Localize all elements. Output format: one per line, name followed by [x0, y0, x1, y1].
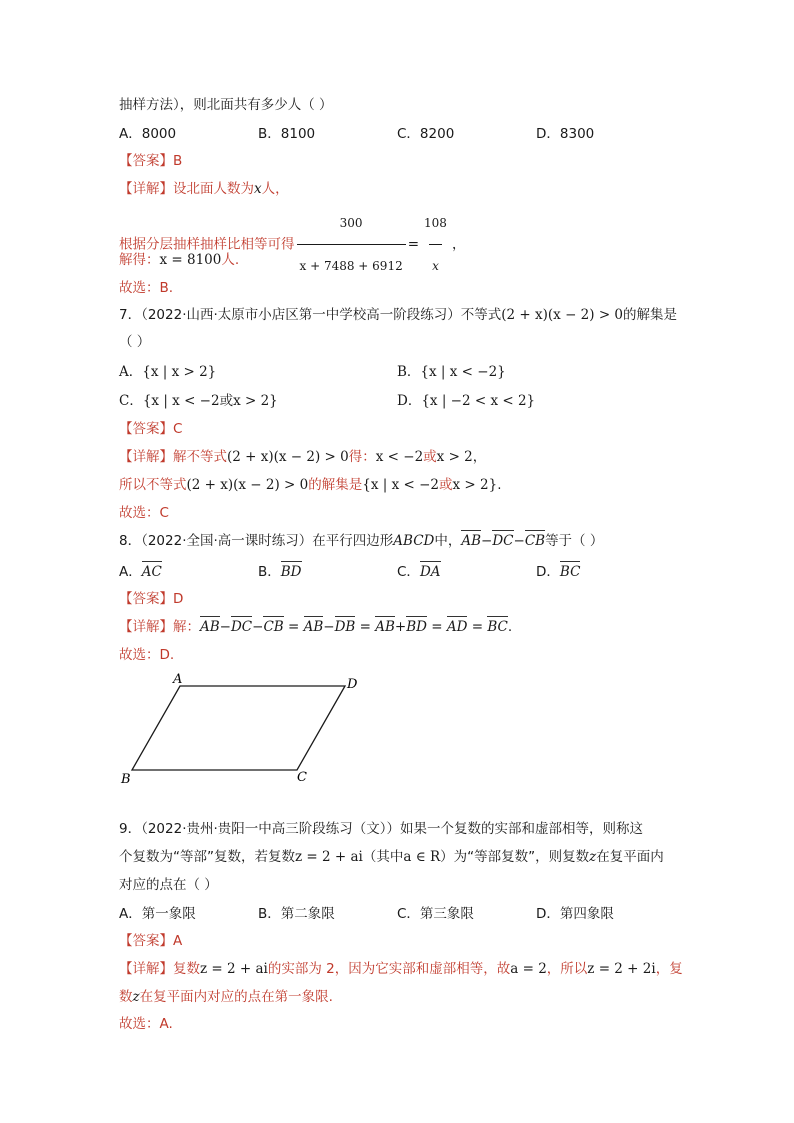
operator: −: [481, 533, 493, 549]
detail-text: ，复: [655, 961, 683, 977]
q7-detail-1: [119, 448, 486, 466]
q8-option-b: [258, 563, 302, 581]
q7-option-a: A．{x | x > 2}: [119, 364, 217, 380]
detail-text: 解不等式: [173, 449, 227, 465]
operator: =: [471, 619, 484, 635]
detail-text: ，所以: [546, 961, 588, 977]
vertex-label-a: A: [173, 672, 183, 687]
detail-label: 【详解】: [119, 961, 173, 977]
q8-detail: [119, 618, 512, 636]
math-expr: ABCD: [393, 533, 435, 549]
math-expr: z = 2 + ai: [200, 961, 268, 977]
q9-option-a: A．第一象限: [119, 906, 196, 922]
q7-stem: [119, 306, 677, 324]
vector: AB: [200, 619, 220, 635]
operator: =: [288, 619, 300, 635]
detail-text: 或: [439, 477, 453, 493]
math-expr: a ∈ R: [403, 849, 441, 865]
fraction-numerator: 108: [424, 216, 447, 230]
q6-detail-3: [119, 251, 239, 269]
detail-text: 复数: [173, 961, 200, 977]
q8-stem: [119, 532, 603, 550]
stem-text: ）为“等部复数”，则复数: [440, 849, 590, 865]
vector: AC: [141, 564, 162, 580]
q8-answer: [119, 590, 183, 608]
fraction-denominator: x + 7488 + 6912: [297, 244, 406, 286]
operator: −: [252, 619, 264, 635]
q8-option-a: [119, 563, 162, 581]
stem-text: 的解集是: [623, 307, 678, 323]
q7-option-b: B．{x | x < −2}: [397, 364, 506, 380]
q8-option-c: [397, 563, 441, 581]
math-expr: x < −2: [375, 449, 424, 465]
q6-answer: [119, 152, 182, 170]
stem-text: 7．（2022·山西·太原市小店区第一中学校高一阶段练习）不等式: [119, 307, 502, 323]
vector: BC: [487, 619, 508, 635]
answer-value: D: [173, 591, 184, 607]
detail-text: 得：: [348, 449, 376, 465]
vector: BD: [280, 564, 302, 580]
operator: −: [219, 619, 231, 635]
q6-option-d: D．8300: [536, 126, 595, 142]
math-expr: x > 2: [436, 449, 473, 465]
q8-final: 故选：D.: [119, 647, 175, 663]
q9-option-b: B．第二象限: [258, 906, 335, 922]
vector: DC: [230, 619, 253, 635]
detail-label: 【详解】: [119, 181, 173, 197]
vector: AB: [375, 619, 395, 635]
q6-option-c: C．8200: [397, 126, 455, 142]
vector: BC: [559, 564, 581, 580]
q6-stem-tail: 抽样方法），则北面共有多少人（ ）: [119, 97, 333, 113]
detail-text: 根据分层抽样抽样比相等可得: [119, 236, 295, 253]
q6-final: 故选：B.: [119, 280, 174, 296]
q9-stem-line2: [119, 848, 664, 866]
answer-label: 【答案】: [119, 421, 173, 437]
detail-text: 设北面人数为: [173, 181, 254, 197]
option-text: 或: [219, 393, 234, 409]
math-expr: C．{x | x < −2: [119, 393, 220, 409]
detail-text: 人.: [221, 252, 240, 268]
stem-text: 在复平面内: [596, 849, 664, 865]
detail-text: 数: [119, 989, 133, 1005]
vector: DA: [419, 564, 441, 580]
stem-text: 中，: [434, 533, 462, 549]
vertex-label-c: C: [297, 770, 307, 785]
operator: +: [394, 619, 407, 635]
detail-text: 人，: [261, 181, 289, 197]
punct: .: [497, 477, 502, 493]
operator: −: [513, 533, 525, 549]
operator: −: [323, 619, 335, 635]
operator: =: [359, 619, 371, 635]
fraction-numerator: 300: [339, 216, 363, 230]
detail-text: 所以不等式: [119, 477, 187, 493]
q9-option-c: C．第三象限: [397, 906, 474, 922]
math-expr: x = 8100: [159, 252, 222, 268]
math-expr: z: [132, 989, 140, 1005]
punct: .: [507, 619, 513, 635]
q6-detail-1: 【详解】设北面人数为x人，: [119, 181, 289, 197]
vector: CB: [263, 619, 284, 635]
answer-value: C: [173, 421, 183, 437]
detail-text: 解：: [173, 619, 200, 635]
q7-answer: [119, 420, 182, 438]
vertex-label-d: D: [347, 677, 358, 692]
vector: DB: [334, 619, 356, 635]
math-expr: z = 2 + 2i: [587, 961, 656, 977]
fraction-2: [421, 203, 450, 286]
fraction-denominator: x: [429, 244, 442, 286]
q6-detail-2: 根据分层抽样抽样比相等可得 $\frac{300}{x + 7488 + 6912}$ = $\frac{108}{x}$ ，: [119, 203, 465, 286]
answer-label: 【答案】: [119, 591, 173, 607]
q9-stem-line3: 对应的点在（ ）: [119, 877, 218, 893]
detail-text: 的实部为 2，因为它实部和虚部相等，故: [267, 961, 511, 977]
math-expr: z = 2 + ai: [295, 849, 363, 865]
math-expr: z: [589, 849, 597, 865]
q7-detail-2: [119, 476, 501, 494]
stem-text: 个复数为“等部”复数，若复数: [119, 849, 295, 865]
detail-text: 解得：: [119, 252, 160, 268]
math-expr: (2 + x)(x − 2) > 0: [501, 307, 624, 323]
math-expr: x > 2}: [452, 477, 498, 493]
option-label: A．: [119, 564, 142, 580]
answer-label: 【答案】: [119, 933, 173, 949]
math-expr: (2 + x)(x − 2) > 0: [186, 477, 309, 493]
math-expr: a = 2: [510, 961, 547, 977]
math-expr: (2 + x)(x − 2) > 0: [227, 449, 349, 465]
vector: CB: [524, 533, 546, 549]
q9-option-d: D．第四象限: [536, 906, 614, 922]
detail-label: 【详解】: [119, 619, 173, 635]
math-expr: {x | x < −2: [362, 477, 439, 493]
q7-option-c: [119, 392, 278, 410]
detail-text: 的解集是: [308, 477, 363, 493]
vector: AB: [461, 533, 482, 549]
math-expr: x > 2}: [233, 393, 278, 409]
stem-text: 8．（2022·全国·高一课时练习）在平行四边形: [119, 533, 394, 549]
q9-stem-line1: 9．（2022·贵州·贵阳一中高三阶段练习（文））如果一个复数的实部和虚部相等，则称这: [119, 821, 644, 837]
q7-stem-line2: （ ）: [119, 334, 151, 350]
q8-option-d: [536, 563, 580, 581]
vector: AD: [446, 619, 468, 635]
q9-detail-2: [119, 988, 333, 1006]
q7-option-d: D．{x | −2 < x < 2}: [397, 393, 536, 409]
detail-label: 【详解】: [119, 449, 173, 465]
vertex-label-b: B: [121, 772, 131, 787]
fraction-1: [297, 203, 406, 286]
operator: =: [431, 619, 443, 635]
parallelogram-shape: [132, 686, 345, 770]
detail-text: 在复平面内对应的点在第一象限.: [139, 989, 333, 1005]
answer-label: 【答案】: [119, 153, 173, 169]
detail-text: 或: [423, 449, 437, 465]
vector: DC: [492, 533, 514, 549]
option-label: D．: [536, 564, 560, 580]
option-label: B．: [258, 564, 281, 580]
parallelogram-figure: [115, 668, 375, 788]
q7-final: 故选：C: [119, 505, 169, 521]
stem-text: 等于（ ）: [545, 533, 604, 549]
vector: AB: [303, 619, 324, 635]
answer-value: A: [173, 933, 183, 949]
vector: BD: [406, 619, 427, 635]
q9-final: 故选：A.: [119, 1016, 173, 1032]
stem-text: （其中: [362, 849, 404, 865]
punct: ，: [472, 449, 487, 465]
q9-detail-1: [119, 960, 683, 978]
q6-option-a: A．8000: [119, 126, 177, 142]
q6-option-b: B．8100: [258, 126, 316, 142]
answer-value: B: [173, 153, 183, 169]
option-label: C．: [397, 564, 420, 580]
q9-answer: [119, 932, 182, 950]
